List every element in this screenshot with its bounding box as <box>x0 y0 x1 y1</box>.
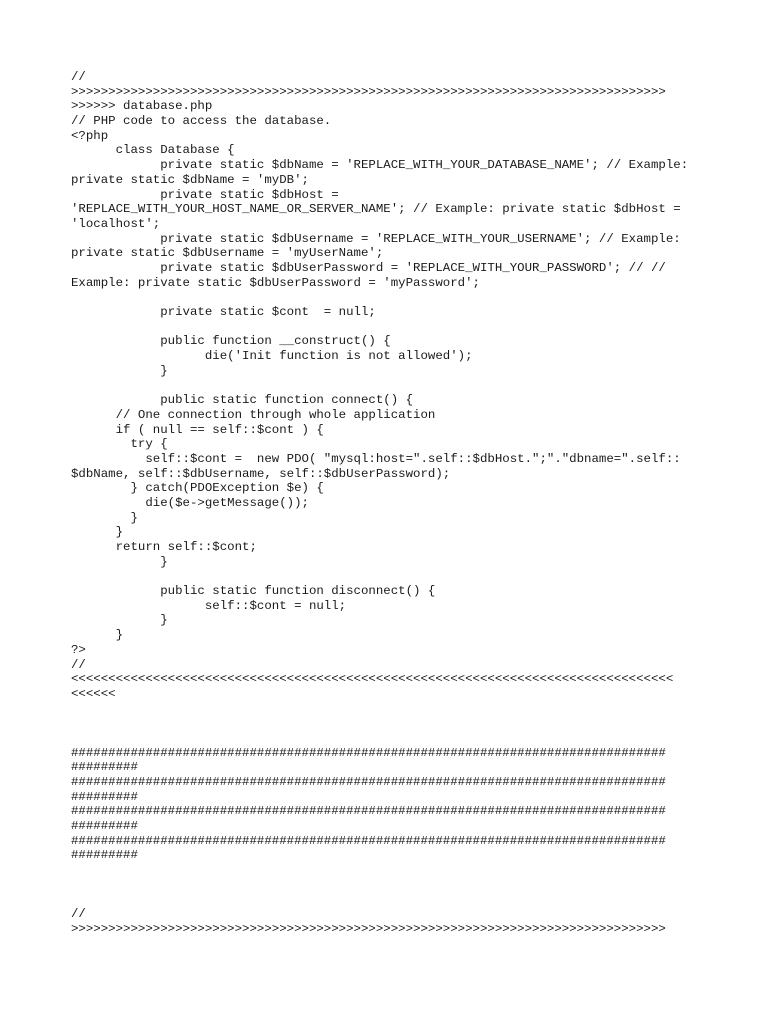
code-line: class Database { <box>71 143 235 158</box>
code-line: ######### <box>71 789 138 804</box>
code-line: } <box>71 554 168 569</box>
code-line: private static $dbHost = <box>71 187 339 202</box>
code-line: ################################################################################ <box>71 775 666 789</box>
code-line: // <box>71 657 86 672</box>
code-line <box>71 569 711 584</box>
code-line <box>71 378 711 393</box>
code-line: >>>>>> database.php <box>71 99 213 114</box>
code-line: public static function disconnect() { <box>71 584 436 599</box>
code-line: // One connection through whole application <box>71 407 436 422</box>
code-line: private static $dbUserPassword = 'REPLACE_WITH_YOUR_PASSWORD'; // // <box>71 260 666 275</box>
code-line <box>71 731 711 746</box>
code-line: } <box>71 613 168 628</box>
code-line: >>>>>>>>>>>>>>>>>>>>>>>>>>>>>>>>>>>>>>>>>>>>>>>>>>>>>>>>>>>>>>>>>>>>>>>>>>>>>>>> <box>71 84 666 99</box>
code-line: $dbName, self::$dbUsername, self::$dbUserPassword); <box>71 466 451 481</box>
code-line: ################################################################################ <box>71 804 666 819</box>
code-line: private static $dbUsername = 'myUserName'; <box>71 246 384 261</box>
code-line: ######### <box>71 760 138 775</box>
code-line: ######### <box>71 819 138 834</box>
code-line: } <box>71 363 168 378</box>
code-line: ################################################################################ <box>71 745 666 760</box>
code-line: } <box>71 525 124 540</box>
code-line: ?> <box>71 642 86 657</box>
code-line <box>71 716 711 731</box>
code-line <box>71 878 711 893</box>
code-line: // <box>71 70 86 84</box>
code-line: >>>>>>>>>>>>>>>>>>>>>>>>>>>>>>>>>>>>>>>>>>>>>>>>>>>>>>>>>>>>>>>>>>>>>>>>>>>>>>>> <box>71 921 666 936</box>
code-line: } catch(PDOException $e) { <box>71 481 324 496</box>
code-line <box>71 893 711 908</box>
code-line: <?php <box>71 128 109 143</box>
code-line: private static $dbName = 'myDB'; <box>71 172 309 187</box>
document-page <box>71 70 711 937</box>
code-line: Example: private static $dbUserPassword = 'myPassword'; <box>71 275 480 290</box>
code-line: private static $cont = null; <box>71 305 376 319</box>
code-line: self::$cont = null; <box>71 598 347 613</box>
code-line: ######### <box>71 848 138 863</box>
code-line: public static function connect() { <box>71 393 414 408</box>
code-line: <<<<<<<<<<<<<<<<<<<<<<<<<<<<<<<<<<<<<<<<<<<<<<<<<<<<<<<<<<<<<<<<<<<<<<<<<<<<<<<<< <box>71 672 674 687</box>
code-line <box>71 320 711 335</box>
code-line: } <box>71 628 124 643</box>
code-line: <<<<<< <box>71 686 116 701</box>
code-line: try { <box>71 437 168 452</box>
code-line: } <box>71 510 138 525</box>
code-line <box>71 702 711 717</box>
code-line: private static $dbUsername = 'REPLACE_WITH_YOUR_USERNAME'; // Example: <box>71 231 681 246</box>
code-line: ################################################################################ <box>71 833 666 848</box>
code-line <box>71 863 711 878</box>
code-line: 'localhost'; <box>71 216 161 231</box>
code-line: public function __construct() { <box>71 334 391 349</box>
code-line: return self::$cont; <box>71 540 257 554</box>
code-line: private static $dbName = 'REPLACE_WITH_YOUR_DATABASE_NAME'; // Example: <box>71 158 689 173</box>
code-line: die('Init function is not allowed'); <box>71 349 473 364</box>
code-line: if ( null == self::$cont ) { <box>71 422 324 437</box>
code-line: 'REPLACE_WITH_YOUR_HOST_NAME_OR_SERVER_NAME'; // Example: private static $dbHost = <box>71 202 681 217</box>
code-line: // PHP code to access the database. <box>71 114 332 129</box>
code-line <box>71 290 711 305</box>
code-line: die($e->getMessage()); <box>71 495 309 510</box>
code-line: self::$cont = new PDO( "mysql:host=".self::$dbHost.";"."dbname=".self:: <box>71 451 681 466</box>
code-line: // <box>71 907 86 922</box>
